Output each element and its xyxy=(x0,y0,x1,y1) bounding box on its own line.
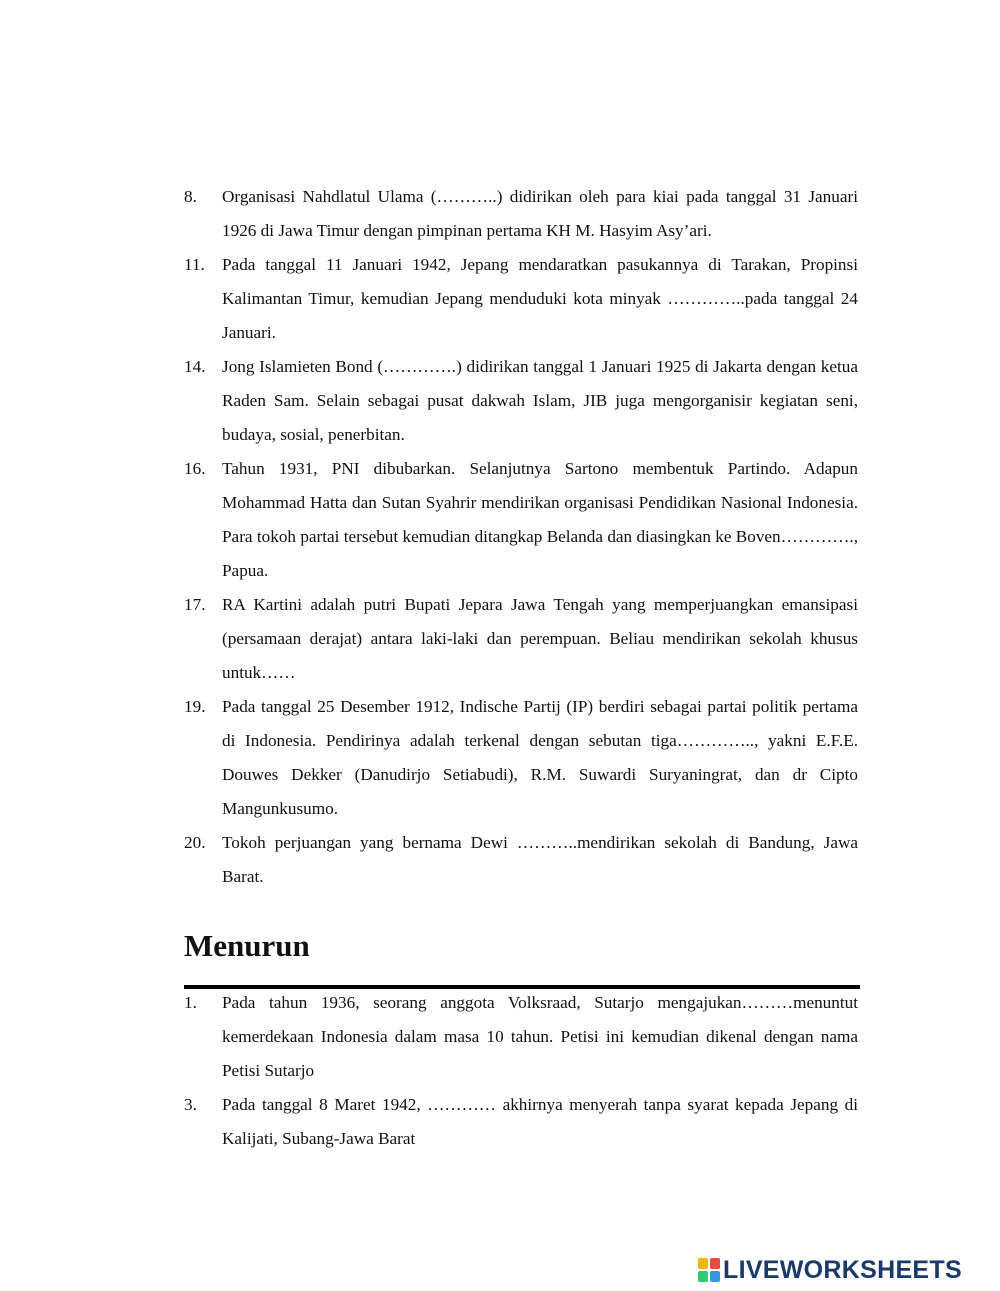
question-item xyxy=(184,588,858,690)
question-text: Organisasi Nahdlatul Ulama (………..) didirikan oleh para kiai pada tanggal 31 Januari 1926 di Jawa Timur dengan pimpinan pertama KH M. Hasyim Asy’ari. xyxy=(222,187,858,240)
question-text: RA Kartini adalah putri Bupati Jepara Jawa Tengah yang memperjuangkan emansipasi (persamaan derajat) antara laki-laki dan perempuan. Beliau mendirikan sekolah khusus untuk…… xyxy=(222,595,858,682)
question-number: 20. xyxy=(184,833,206,852)
question-text: Pada tanggal 11 Januari 1942, Jepang mendaratkan pasukannya di Tarakan, Propinsi Kalimantan Timur, kemudian Jepang menduduki kota minyak …………..pada tanggal 24 Januari. xyxy=(222,255,858,342)
question-item xyxy=(184,1088,858,1156)
question-number: 11. xyxy=(184,255,205,274)
liveworksheets-logo-text: LIVEWORKSHEETS xyxy=(723,1255,962,1284)
question-number: 14. xyxy=(184,357,206,376)
question-item xyxy=(184,986,858,1088)
question-text: Tokoh perjuangan yang bernama Dewi ………..mendirikan sekolah di Bandung, Jawa Barat. xyxy=(222,833,858,886)
mendatar-question-list xyxy=(184,180,858,894)
question-item xyxy=(184,248,858,350)
question-text: Pada tanggal 8 Maret 1942, ………… akhirnya menyerah tanpa syarat kepada Jepang di Kalijati, Subang-Jawa Barat xyxy=(222,1095,858,1148)
liveworksheets-logo xyxy=(698,1255,962,1285)
question-number: 19. xyxy=(184,697,206,716)
question-text: Pada tahun 1936, seorang anggota Volksraad, Sutarjo mengajukan………menuntut kemerdekaan Indonesia dalam masa 10 tahun. Petisi ini kemudian dikenal dengan nama Petisi Sutarjo xyxy=(222,993,858,1080)
question-item xyxy=(184,180,858,248)
question-number: 16. xyxy=(184,459,206,478)
question-number: 17. xyxy=(184,595,206,614)
question-item xyxy=(184,690,858,826)
question-text: Jong Islamieten Bond (………….) didirikan tanggal 1 Januari 1925 di Jakarta dengan ketua Raden Sam. Selain sebagai pusat dakwah Islam, JIB juga mengorganisir kegiatan seni, budaya, sosial, penerbitan. xyxy=(222,357,858,444)
question-text: Tahun 1931, PNI dibubarkan. Selanjutnya Sartono membentuk Partindo. Adapun Mohammad Hatta dan Sutan Syahrir mendirikan organisasi Pendidikan Nasional Indonesia. Para tokoh partai tersebut kemudian ditangkap Belanda dan diasingkan ke Boven…………., Papua. xyxy=(222,459,858,580)
menurun-question-list xyxy=(184,986,858,1156)
question-number: 8. xyxy=(184,187,197,206)
question-text: Pada tanggal 25 Desember 1912, Indische Partij (IP) berdiri sebagai partai politik pertama di Indonesia. Pendirinya adalah terkenal dengan sebutan tiga………….., yakni E.F.E. Douwes Dekker (Danudirjo Setiabudi), R.M. Suwardi Suryaningrat, dan dr Cipto Mangunkusumo. xyxy=(222,697,858,818)
question-number: 1. xyxy=(184,993,197,1012)
question-item xyxy=(184,826,858,894)
question-item xyxy=(184,350,858,452)
question-number: 3. xyxy=(184,1095,197,1114)
liveworksheets-logo-icon xyxy=(698,1258,720,1282)
question-item xyxy=(184,452,858,588)
section-heading-menurun: Menurun xyxy=(184,928,310,963)
